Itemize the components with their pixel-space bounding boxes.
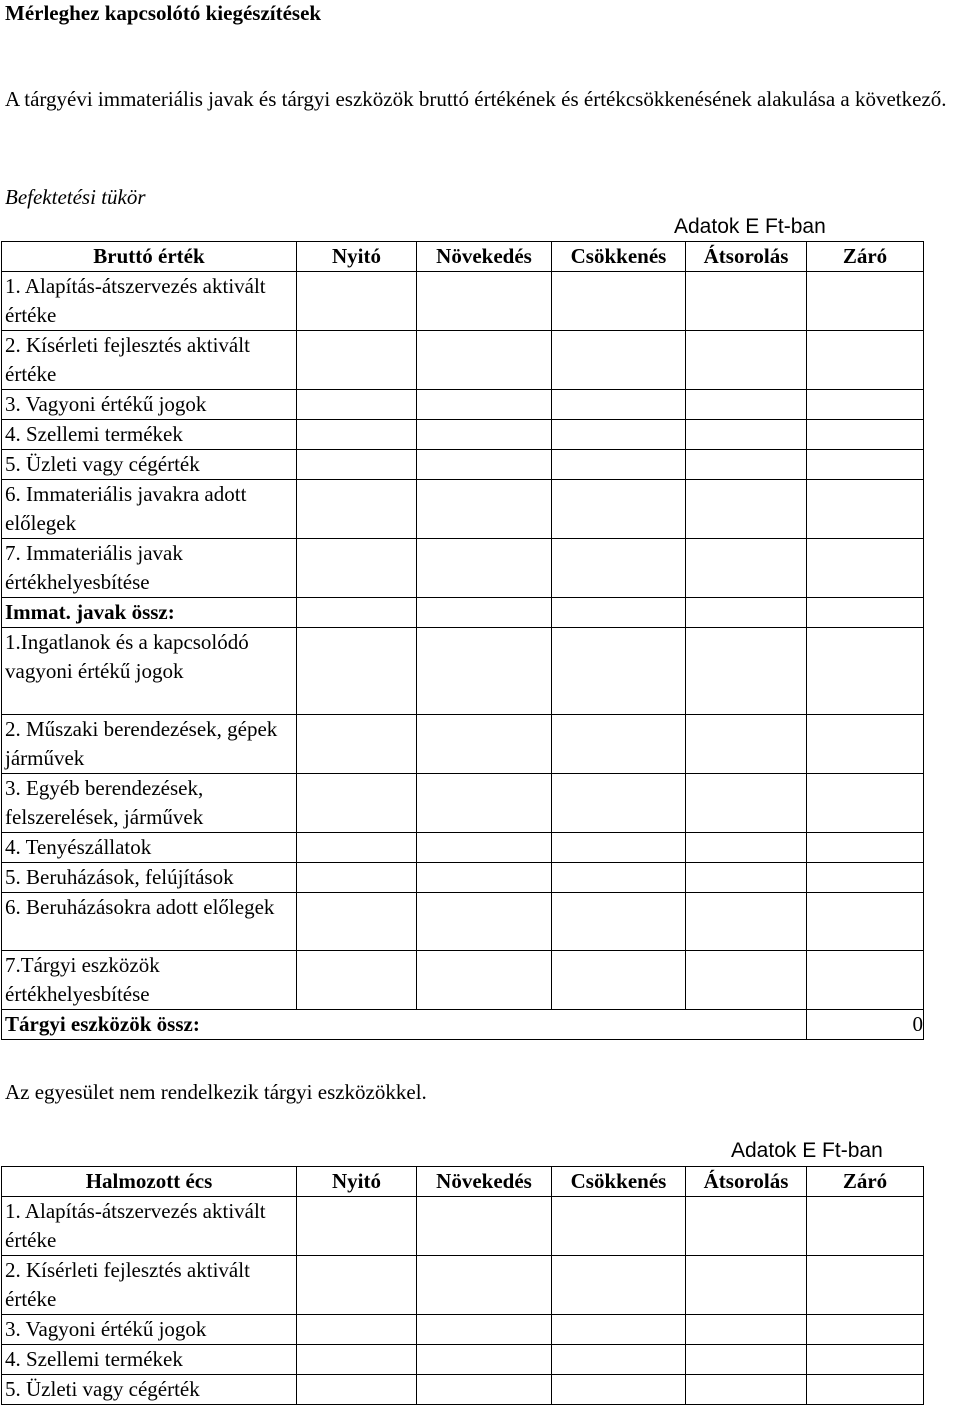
row-label: 7. Immateriális javak értékhelyesbítése	[2, 539, 297, 598]
table-row	[2, 1197, 924, 1256]
cell-closing[interactable]	[807, 598, 924, 628]
cell-closing[interactable]	[807, 863, 924, 893]
cell-closing[interactable]	[807, 1345, 924, 1375]
cell-reclassification[interactable]	[686, 1345, 807, 1375]
cell-decrease[interactable]	[552, 450, 686, 480]
cell-decrease[interactable]	[552, 833, 686, 863]
row-label: 1. Alapítás-átszervezés aktivált értéke	[2, 272, 297, 331]
cell-increase[interactable]	[417, 1197, 552, 1256]
row-label: 2. Műszaki berendezések, gépek járművek	[2, 715, 297, 774]
cell-decrease[interactable]	[552, 774, 686, 833]
cell-opening[interactable]	[297, 598, 417, 628]
row-label: 3. Vagyoni értékű jogok	[2, 1315, 297, 1345]
cell-opening[interactable]	[297, 1375, 417, 1405]
intro-paragraph: A tárgyévi immateriális javak és tárgyi eszközök bruttó értékének és értékcsökkenésének alakulása a következő.	[5, 87, 947, 111]
row-label: 4. Szellemi termékek	[2, 1345, 297, 1375]
row-label: 3. Egyéb berendezések, felszerelések, járművek	[2, 774, 297, 833]
cell-increase[interactable]	[417, 272, 552, 331]
cell-reclassification[interactable]	[686, 480, 807, 539]
header-closing: Záró	[807, 1167, 924, 1197]
cell-reclassification[interactable]	[686, 272, 807, 331]
cell-decrease[interactable]	[552, 390, 686, 420]
header-reclassification: Átsorolás	[686, 1167, 807, 1197]
table-row	[2, 450, 924, 480]
cell-opening[interactable]	[297, 893, 417, 951]
table-row	[2, 480, 924, 539]
cell-reclassification[interactable]	[686, 390, 807, 420]
section-title: Befektetési tükör	[5, 185, 146, 209]
cell-opening[interactable]	[297, 1197, 417, 1256]
row-label: 6. Beruházásokra adott előlegek	[2, 893, 297, 951]
cell-decrease[interactable]	[552, 420, 686, 450]
cell-increase[interactable]	[417, 1315, 552, 1345]
cell-opening[interactable]	[297, 628, 417, 715]
cell-opening[interactable]	[297, 1345, 417, 1375]
cell-closing[interactable]	[807, 715, 924, 774]
header-increase: Növekedés	[417, 1167, 552, 1197]
row-label: 6. Immateriális javakra adott előlegek	[2, 480, 297, 539]
header-closing: Záró	[807, 242, 924, 272]
row-label: 2. Kísérleti fejlesztés aktivált értéke	[2, 1256, 297, 1315]
cell-increase[interactable]	[417, 1345, 552, 1375]
cell-closing[interactable]	[807, 539, 924, 598]
table-row	[2, 893, 924, 951]
cell-reclassification[interactable]	[686, 951, 807, 1010]
cell-reclassification[interactable]	[686, 774, 807, 833]
table-total-row	[2, 1010, 924, 1040]
row-label: 4. Tenyészállatok	[2, 833, 297, 863]
cell-decrease[interactable]	[552, 1197, 686, 1256]
cell-opening[interactable]	[297, 951, 417, 1010]
row-label: Immat. javak össz:	[2, 598, 297, 628]
cell-opening[interactable]	[297, 272, 417, 331]
table-row	[2, 774, 924, 833]
header-reclassification: Átsorolás	[686, 242, 807, 272]
cell-opening[interactable]	[297, 774, 417, 833]
gross-value-table	[1, 241, 924, 1040]
cell-decrease[interactable]	[552, 480, 686, 539]
note-text: Az egyesület nem rendelkezik tárgyi eszközökkel.	[5, 1080, 427, 1104]
cell-reclassification[interactable]	[686, 715, 807, 774]
row-label: 5. Beruházások, felújítások	[2, 863, 297, 893]
row-label: 5. Üzleti vagy cégérték	[2, 1375, 297, 1405]
cell-reclassification[interactable]	[686, 893, 807, 951]
cell-closing[interactable]	[807, 951, 924, 1010]
cell-closing[interactable]	[807, 480, 924, 539]
total-label: Tárgyi eszközök össz:	[2, 1010, 807, 1040]
cell-opening[interactable]	[297, 863, 417, 893]
table-row	[2, 863, 924, 893]
cell-closing[interactable]	[807, 420, 924, 450]
table-row	[2, 539, 924, 598]
cell-closing[interactable]	[807, 833, 924, 863]
cell-closing[interactable]	[807, 1315, 924, 1345]
cell-opening[interactable]	[297, 833, 417, 863]
cell-reclassification[interactable]	[686, 598, 807, 628]
cell-decrease[interactable]	[552, 539, 686, 598]
header-decrease: Csökkenés	[552, 1167, 686, 1197]
table-row	[2, 951, 924, 1010]
header-gross-value: Bruttó érték	[2, 242, 297, 272]
table2-unit-label: Adatok E Ft-ban	[731, 1139, 883, 1162]
cell-reclassification[interactable]	[686, 331, 807, 390]
table-row	[2, 715, 924, 774]
row-label: 4. Szellemi termékek	[2, 420, 297, 450]
cell-closing[interactable]	[807, 450, 924, 480]
cell-increase[interactable]	[417, 774, 552, 833]
row-label: 5. Üzleti vagy cégérték	[2, 450, 297, 480]
cell-opening[interactable]	[297, 715, 417, 774]
cell-closing[interactable]	[807, 1197, 924, 1256]
header-accumulated-depreciation: Halmozott écs	[2, 1167, 297, 1197]
cell-increase[interactable]	[417, 628, 552, 715]
cell-increase[interactable]	[417, 420, 552, 450]
cell-decrease[interactable]	[552, 1315, 686, 1345]
cell-increase[interactable]	[417, 893, 552, 951]
header-increase: Növekedés	[417, 242, 552, 272]
cell-reclassification[interactable]	[686, 1197, 807, 1256]
cell-opening[interactable]	[297, 420, 417, 450]
cell-reclassification[interactable]	[686, 539, 807, 598]
table-row	[2, 331, 924, 390]
cell-increase[interactable]	[417, 331, 552, 390]
cell-decrease[interactable]	[552, 1375, 686, 1405]
cell-reclassification[interactable]	[686, 450, 807, 480]
cell-increase[interactable]	[417, 833, 552, 863]
table-header-row	[2, 1167, 924, 1197]
table-header-row	[2, 242, 924, 272]
cell-increase[interactable]	[417, 715, 552, 774]
row-label: 1.Ingatlanok és a kapcsolódó vagyoni értékű jogok	[2, 628, 297, 715]
table1-unit-label: Adatok E Ft-ban	[674, 215, 826, 238]
header-opening: Nyitó	[297, 242, 417, 272]
cell-closing[interactable]	[807, 1256, 924, 1315]
cell-opening[interactable]	[297, 450, 417, 480]
row-label: 1. Alapítás-átszervezés aktivált értéke	[2, 1197, 297, 1256]
cell-reclassification[interactable]	[686, 1256, 807, 1315]
cell-increase[interactable]	[417, 390, 552, 420]
cell-decrease[interactable]	[552, 893, 686, 951]
header-opening: Nyitó	[297, 1167, 417, 1197]
cell-increase[interactable]	[417, 598, 552, 628]
table-row	[2, 1256, 924, 1315]
cell-reclassification[interactable]	[686, 863, 807, 893]
cell-closing[interactable]	[807, 1375, 924, 1405]
cell-decrease[interactable]	[552, 598, 686, 628]
cell-reclassification[interactable]	[686, 1315, 807, 1345]
cell-closing[interactable]	[807, 774, 924, 833]
cell-reclassification[interactable]	[686, 833, 807, 863]
table-row	[2, 833, 924, 863]
cell-increase[interactable]	[417, 450, 552, 480]
cell-increase[interactable]	[417, 1375, 552, 1405]
table-row	[2, 628, 924, 715]
cell-increase[interactable]	[417, 1256, 552, 1315]
header-decrease: Csökkenés	[552, 242, 686, 272]
cell-decrease[interactable]	[552, 1256, 686, 1315]
cell-opening[interactable]	[297, 539, 417, 598]
cell-reclassification[interactable]	[686, 420, 807, 450]
cell-opening[interactable]	[297, 1315, 417, 1345]
cell-decrease[interactable]	[552, 331, 686, 390]
total-closing-value: 0	[807, 1010, 924, 1040]
table-row	[2, 390, 924, 420]
cell-opening[interactable]	[297, 331, 417, 390]
row-label: 7.Tárgyi eszközök értékhelyesbítése	[2, 951, 297, 1010]
cell-decrease[interactable]	[552, 863, 686, 893]
row-label: 2. Kísérleti fejlesztés aktivált értéke	[2, 331, 297, 390]
cell-opening[interactable]	[297, 1256, 417, 1315]
accumulated-depreciation-table	[1, 1166, 924, 1405]
cell-decrease[interactable]	[552, 272, 686, 331]
cell-increase[interactable]	[417, 863, 552, 893]
row-label: 3. Vagyoni értékű jogok	[2, 390, 297, 420]
cell-closing[interactable]	[807, 272, 924, 331]
cell-increase[interactable]	[417, 951, 552, 1010]
cell-opening[interactable]	[297, 390, 417, 420]
cell-decrease[interactable]	[552, 951, 686, 1010]
cell-closing[interactable]	[807, 390, 924, 420]
table-row	[2, 1375, 924, 1405]
cell-reclassification[interactable]	[686, 628, 807, 715]
cell-reclassification[interactable]	[686, 1375, 807, 1405]
table-row	[2, 272, 924, 331]
cell-increase[interactable]	[417, 539, 552, 598]
cell-decrease[interactable]	[552, 628, 686, 715]
cell-decrease[interactable]	[552, 715, 686, 774]
cell-decrease[interactable]	[552, 1345, 686, 1375]
table-row	[2, 1315, 924, 1345]
cell-opening[interactable]	[297, 480, 417, 539]
table-row	[2, 420, 924, 450]
cell-increase[interactable]	[417, 480, 552, 539]
cell-closing[interactable]	[807, 893, 924, 951]
table-subtotal-row	[2, 598, 924, 628]
cell-closing[interactable]	[807, 628, 924, 715]
document-title: Mérleghez kapcsolótó kiegészítések	[5, 1, 322, 25]
cell-closing[interactable]	[807, 331, 924, 390]
table-row	[2, 1345, 924, 1375]
